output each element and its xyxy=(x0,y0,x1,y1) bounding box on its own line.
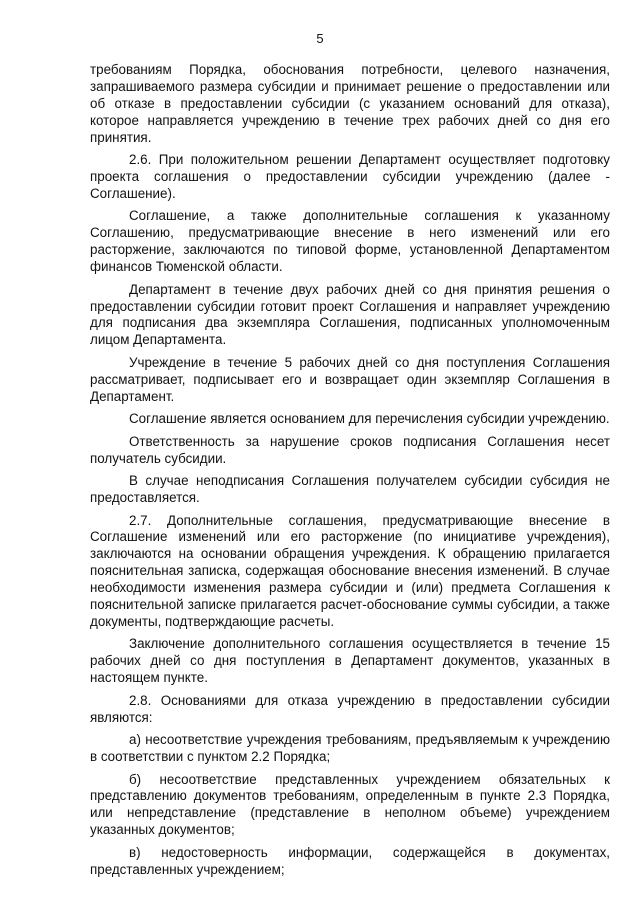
paragraph-not-signed: В случае неподписания Соглашения получателем субсидии субсидия не предоставляется. xyxy=(90,473,610,505)
list-item-a: а) несоответствие учреждения требованиям, предъявляемым к учреждению в соответствии с пунктом 2.2 Порядка; xyxy=(90,732,610,765)
paragraph-department-prepares: Департамент в течение двух рабочих дней со дня принятия решения о предоставлении субсидии готовит проект Соглашения и направляет учреждению для подписания два экземпляра Соглашения, подписанных уполномоченным лицом Департамента. xyxy=(90,281,610,348)
list-item-b: б) несоответствие представленных учреждением обязательных к представлению документов требованиям, определенным в пункте 2.3 Порядка, или непредставление (представление в неполном объеме) учреждением указанных документов; xyxy=(90,771,610,838)
paragraph-2-6: 2.6. При положительном решении Департамент осуществляет подготовку проекта соглашения о предоставлении субсидии учреждению (далее - Соглашение). xyxy=(90,152,610,201)
paragraph-additional-agreement-term: Заключение дополнительного соглашения осуществляется в течение 15 рабочих дней со дня поступления в Департамент документов, указанных в настоящем пункте. xyxy=(90,636,610,686)
paragraph-agreement-form: Соглашение, а также дополнительные соглашения к указанному Соглашению, предусматривающие внесение в него изменений или его расторжение, заключаются по типовой форме, установленной Департаментом финансов Тюменской области. xyxy=(90,208,610,275)
document-body xyxy=(90,62,610,884)
paragraph-2-8: 2.8. Основаниями для отказа учреждению в предоставлении субсидии являются: xyxy=(90,692,610,725)
paragraph-2-7: 2.7. Дополнительные соглашения, предусматривающие внесение в Соглашение изменений или его расторжение (по инициативе учреждения), заключаются на основании обращения учреждения. К обращению прилагается пояснительная записка, содержащая обоснование внесения изменений. В случае необходимости изменения размера субсидии и (или) предмета Соглашения к пояснительной записке прилагается расчет-обоснование суммы субсидии, а также документы, подтверждающие расчеты. xyxy=(90,512,610,629)
page-number: 5 xyxy=(316,31,324,46)
paragraph-agreement-basis: Соглашение является основанием для перечисления субсидии учреждению. xyxy=(129,411,610,427)
paragraph-continuation: требованиям Порядка, обоснования потребности, целевого назначения, запрашиваемого размера субсидии и принимает решение о предоставлении или об отказе в предоставлении субсидии (с указанием оснований для отказа), которое направляется учреждению в течение трех рабочих дней со дня его принятия. xyxy=(90,62,610,145)
list-item-v: в) недостоверность информации, содержащейся в документах, представленных учреждением; xyxy=(90,844,610,877)
paragraph-institution-signs: Учреждение в течение 5 рабочих дней со дня поступления Соглашения рассматривает, подписывает его и возвращает один экземпляр Соглашения в Департамент. xyxy=(90,354,610,404)
paragraph-responsibility: Ответственность за нарушение сроков подписания Соглашения несет получатель субсидии. xyxy=(90,433,610,466)
